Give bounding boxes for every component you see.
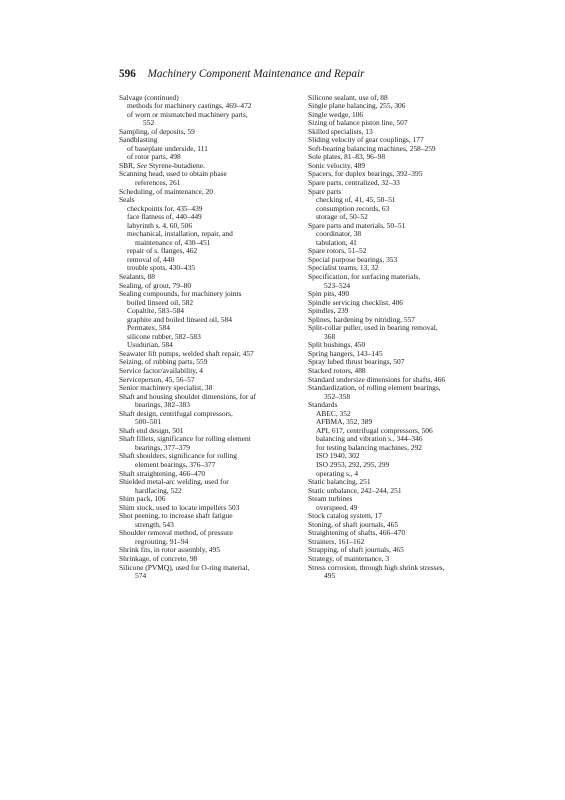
index-entry-text: storage of, 50–52 (316, 212, 368, 222)
index-entry-text: Stoning, of shaft journals, 465 (308, 519, 399, 529)
index-entry-text: Split bushings, 450 (308, 340, 366, 350)
see-reference: See (136, 160, 148, 170)
index-entry-text: SBR, (119, 160, 137, 170)
index-entry-text: Service factor/availability, 4 (119, 366, 203, 375)
index-entry-text: Spray lubed thrust bearings, 507 (308, 357, 405, 367)
index-entry (119, 188, 256, 197)
index-entry-text: removal of, 440 (127, 254, 175, 264)
index-entry-text: of baseplate underside, 111 (127, 143, 208, 153)
index-entry-text: Soft-bearing balancing machines, 258–259 (308, 143, 436, 153)
index-entry-text: 352–358 (324, 391, 351, 401)
index-entry-text: Spacers, for duplex bearings, 392–395 (308, 169, 423, 179)
index-entry-text: Permatex, 584 (127, 323, 170, 333)
index-entry-text: Serviceperson, 45, 56–57 (119, 374, 195, 384)
index-entry-text: mechanical, installation, repair, and (127, 229, 233, 239)
index-entry-text: Shaft design, centrifugal compressors, (119, 408, 233, 418)
index-entry-text: ISO 1940, 302 (316, 451, 360, 461)
index-entry-text: Shaft end design, 501 (119, 425, 184, 435)
index-entry-text: face flatness of, 440–449 (127, 212, 202, 222)
index-entry-text: Split-collar puller, used in bearing removal, (308, 323, 438, 333)
index-entry-text: Shrink fits, in rotor assembly, 495 (119, 545, 220, 555)
index-entry-text: Spare rotors, 51–52 (308, 246, 367, 256)
index-entry-text: Strategy, of maintenance, 3 (308, 554, 390, 564)
index-entry-text: Specialist teams, 13, 32 (308, 263, 379, 273)
index-entry-text: Sealing compounds, for machinery joints (119, 289, 242, 299)
index-entry-text: Strainers, 161–162 (308, 536, 365, 546)
index-entry-text: Sizing of balance piston line, 507 (308, 118, 408, 128)
index-column-left (119, 94, 256, 581)
index-entry-text: regrouting, 91–94 (135, 536, 189, 546)
index-entry-text: ABEC, 352 (316, 408, 351, 418)
index-entry-text: Senior machinery specialist, 38 (119, 383, 213, 393)
index-entry-text: consumption records, 63 (316, 203, 390, 213)
index-entry-text: 495 (324, 571, 336, 581)
index-entry-text: Copaltite, 583–584 (127, 306, 185, 316)
index-entry-text: Shoulder removal method, of pressure (119, 528, 233, 538)
see-target: Styrene-butadiene. (147, 160, 205, 170)
index-entry-text: Seawater lift pumps, welded shaft repair, 457 (119, 348, 254, 358)
index-entry-text: labyrinth s. 4, 60, 506 (127, 220, 193, 230)
index-entry-text: Sole plates, 81–83, 96–98 (308, 152, 386, 162)
index-entry-text: boiled linseed oil, 582 (127, 297, 194, 307)
index-entry-text: Spindle servicing checklist, 406 (308, 297, 404, 307)
index-entry-text: bearings, 382–383 (135, 400, 190, 410)
index-entry-text: 574 (135, 571, 147, 581)
index-entry-text: Standards (308, 400, 338, 410)
index-entry-text: tabulation, 41 (316, 237, 357, 247)
index-entry-text: Splines, hardening by nitriding, 557 (308, 314, 416, 324)
index-entry-text: for testing balancing machines, 292 (316, 442, 422, 452)
index-entry-text: graphite and boiled linseed oil, 584 (127, 314, 232, 324)
index-entry-text: 552 (143, 118, 155, 128)
index-entry-text: Static unbalance, 242–244, 251 (308, 485, 402, 495)
index-entry-text: 368 (324, 331, 336, 341)
index-entry (119, 572, 256, 581)
page-number: 596 (119, 68, 136, 80)
index-entry-text: Usudurian, 584 (127, 340, 173, 350)
index-entry-text: Strapping, of shaft journals, 465 (308, 545, 404, 555)
index-entry-text: operating s., 4 (316, 468, 359, 478)
index-entry-text: trouble spots, 430–435 (127, 263, 195, 273)
index-entry-text: Sealing, of grout, 79–80 (119, 280, 192, 290)
index-entry-text: Spare parts and materials, 50–51 (308, 220, 406, 230)
index-entry-text: checking of, 41, 45, 50–51 (316, 195, 396, 205)
index-column-right (308, 94, 445, 581)
index-entry-text: Specification, for surfacing materials, (308, 271, 421, 281)
index-entry-text: Shaft straightening, 466–470 (119, 468, 206, 478)
running-title: Machinery Component Maintenance and Repair (147, 68, 365, 80)
index-entry-text: balancing and vibration s., 344–346 (316, 434, 423, 444)
index-entry-text: methods for machinery castings, 469–472 (127, 101, 252, 111)
index-entry-text: Silicone sealant, use of, 88 (308, 92, 388, 102)
index-entry-text: repair of s. flanges, 462 (127, 246, 198, 256)
index-entry-text: Spin pits, 490 (308, 289, 350, 299)
index-entry-text: Single wedge, 106 (308, 109, 364, 119)
index-entry-text: Stock catalog system, 17 (308, 511, 382, 521)
index-entry-text: Sonic velocity, 489 (308, 160, 366, 170)
index-entry-text: Shaft fillets, significance for rolling element (119, 434, 251, 444)
index-entry-text: Shim stock, used to locate impellers 503 (119, 502, 240, 512)
index-entry-text: ISO 2953, 292, 295, 299 (316, 460, 390, 470)
index-entry-text: Seizing, of rubbing parts, 559 (119, 357, 208, 367)
index-entry-text: overspeed, 49 (316, 502, 358, 512)
index-entry-text: Single plane balancing, 255, 306 (308, 101, 406, 111)
index-entry-text: Shaft and housing shoulder dimensions, for af (119, 391, 256, 401)
index-entry-text: 500–501 (135, 417, 162, 427)
index-entry-text: Scanning head, used to obtain phase (119, 169, 227, 179)
index-entry-text: strength, 543 (135, 519, 174, 529)
index-entry-text: Straightening of shafts, 466–470 (308, 528, 406, 538)
index-entry-text: Salvage (continued) (119, 92, 179, 102)
index-entry-text: checkpoints for, 435–439 (127, 203, 203, 213)
index-entry-text: Shielded metal-arc welding, used for (119, 477, 229, 487)
index-entry-text: 523–524 (324, 280, 351, 290)
index-entry-text: Special purpose bearings, 353 (308, 254, 398, 264)
index-entry-text: Sealants, 88 (119, 271, 155, 281)
index-entry-text: Shot peening, to increase shaft fatigue (119, 511, 233, 521)
index-entry-text: Shaft shoulders, significance for rolling (119, 451, 237, 461)
index-entry (308, 572, 445, 581)
index-entry (119, 111, 256, 120)
index-entry-text: Steam turbines (308, 494, 353, 504)
index-entry-text: Spring hangers, 143–145 (308, 348, 383, 358)
index-entry-text: silicone rubber, 582–583 (127, 331, 201, 341)
index-entry-text: coordinator, 38 (316, 229, 362, 239)
index-entry-text: of worn or mismatched machinery parts, (127, 109, 248, 119)
index-entry-text: bearings, 377–379 (135, 442, 190, 452)
index-entry-text: Stacked rotors, 488 (308, 366, 366, 375)
index-entry-text: AFBMA, 352, 389 (316, 417, 373, 427)
page-header (119, 67, 364, 81)
index-entry-text: Silicone (PVMQ), used for O-ring material, (119, 562, 250, 572)
index-entry-text: Spindles, 239 (308, 306, 349, 316)
index-entry-text: Scheduling, of maintenance, 20 (119, 186, 213, 196)
index-entry-text: Sandblasting (119, 135, 158, 145)
index-entry-text: Seals (119, 195, 135, 205)
index-entry-text: references, 261 (135, 177, 181, 187)
index-entry-text: Spare parts (308, 186, 342, 196)
index-entry-text: Static balancing, 251 (308, 477, 371, 487)
index-entry-text: Sampling, of deposits, 59 (119, 126, 195, 136)
index-entry-text: element bearings, 376–377 (135, 460, 216, 470)
index-entry-text: hardfacing, 522 (135, 485, 182, 495)
index-entry-text: maintenance of, 430–451 (135, 237, 211, 247)
index-entry-text: Spare parts, centralized, 32–33 (308, 177, 400, 187)
index-entry-text: Shrinkage, of concrete, 98 (119, 554, 198, 564)
index-entry-text: Standard undersize dimensions for shafts, 466 (308, 374, 446, 384)
index-entry-text: Sliding velocity of gear couplings, 177 (308, 135, 424, 145)
index-entry-text: Standardization, of rolling element bearings, (308, 383, 441, 393)
index-entry-text: Stress corrosion, through high shrink stresses, (308, 562, 445, 572)
index-entry-text: Skilled specialists, 13 (308, 126, 373, 136)
index-entry-text: Shim pack, 106 (119, 494, 166, 504)
index-entry-text: of rotor parts, 498 (127, 152, 181, 162)
index-entry-text: API, 617, centrifugal compressors, 506 (316, 425, 433, 435)
